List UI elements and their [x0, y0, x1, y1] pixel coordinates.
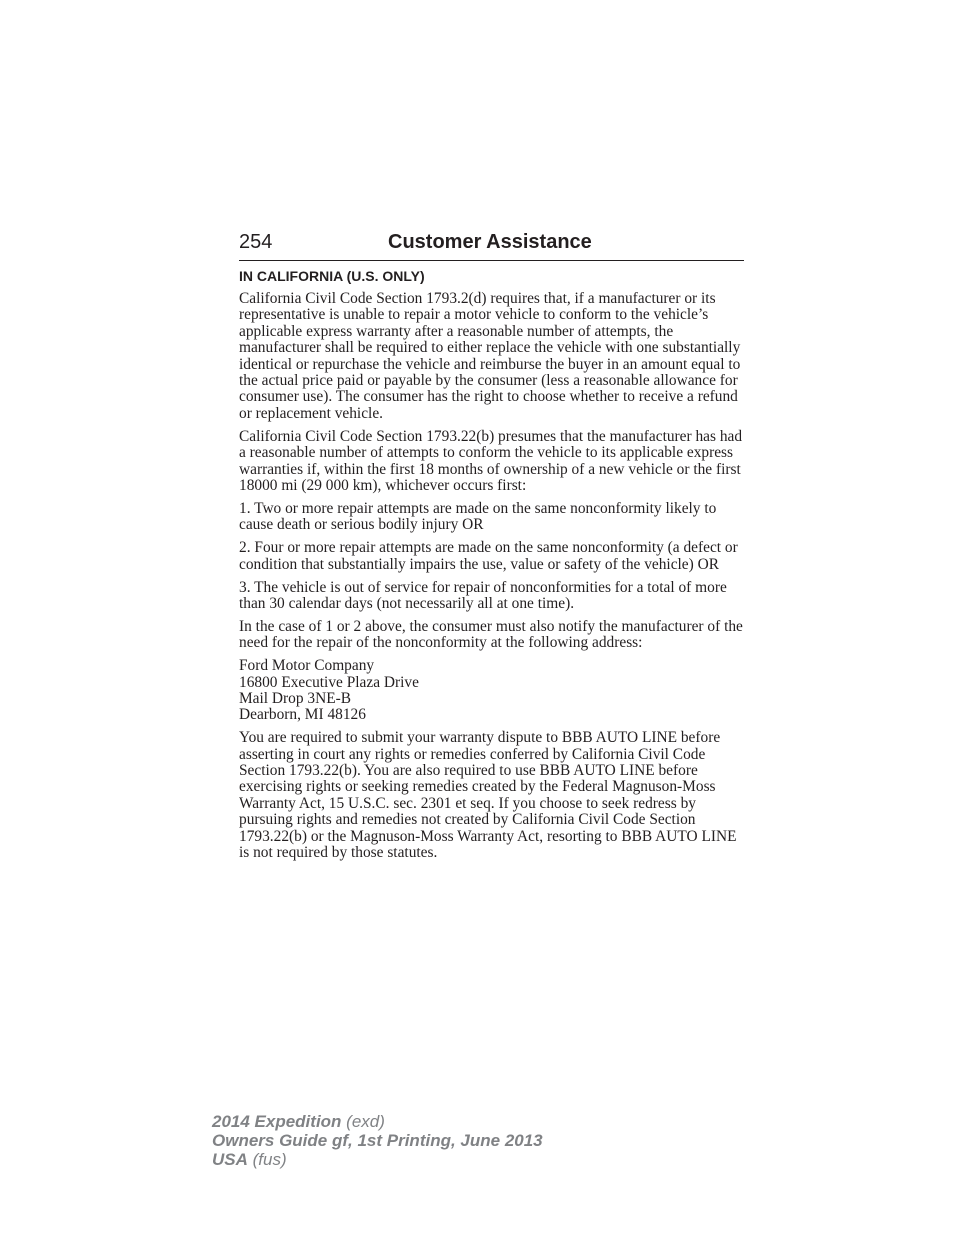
- page-number: 254: [239, 231, 273, 253]
- list-item-condition-1: 1. Two or more repair attempts are made on the same nonconformity likely to cause death or serious bodily injury OR: [239, 499, 717, 534]
- section-heading: IN CALIFORNIA (U.S. ONLY): [239, 268, 425, 284]
- footer-guide: Owners Guide gf, 1st Printing, June 2013: [212, 1131, 543, 1150]
- address-street: 16800 Executive Plaza Drive: [239, 673, 419, 691]
- footer-market-code: (fus): [247, 1150, 287, 1169]
- mailing-address: [239, 658, 749, 724]
- page-footer: [212, 1112, 543, 1169]
- address-mail-drop: Mail Drop 3NE-B: [239, 689, 351, 707]
- footer-model-line: [212, 1112, 543, 1131]
- list-item-condition-2: 2. Four or more repair attempts are made on the same nonconformity (a defect or condition that substantially impairs the use, value or safety of the vehicle) OR: [239, 539, 738, 573]
- address-city: Dearborn, MI 48126: [239, 706, 366, 724]
- chapter-title: Customer Assistance: [388, 231, 592, 253]
- paragraph-notify-manufacturer: In the case of 1 or 2 above, the consumer must also notify the manufacturer of the need for the repair of the nonconformity at the following address:: [239, 617, 743, 652]
- footer-market-line: [212, 1150, 543, 1169]
- footer-model: 2014 Expedition: [212, 1112, 342, 1131]
- page-content: [239, 268, 749, 868]
- paragraph-bbb-auto-line: You are required to submit your warranty dispute to BBB AUTO LINE before asserting in court any rights or remedies conferred by California Civil Code Section 1793.22(b). You are also required to use BBB AUTO LINE before exercising rights or seeking remedies created by the Federal Magnuson-Moss Warranty Act, 15 U.S.C. sec. 2301 et seq. If you choose to seek redress by pursuing rights and remedies not created by California Civil Code Section 1793.22(b) or the Magnuson-Moss Warranty Act, resorting to BBB AUTO LINE is not required by those statutes.: [239, 729, 737, 862]
- page-header: [239, 229, 744, 261]
- list-item-condition-3: 3. The vehicle is out of service for repair of nonconformities for a total of more than 30 calendar days (not necessarily all at one time).: [239, 578, 727, 612]
- footer-market: USA: [212, 1150, 248, 1169]
- paragraph-presumption: California Civil Code Section 1793.22(b) presumes that the manufacturer has had a reasonable number of attempts to conform the vehicle to its applicable express warranties if, within the first 18 months of ownership of a new vehicle or the first 18000 mi (29 000 km), whichever occurs first:: [239, 427, 743, 494]
- address-company: Ford Motor Company: [239, 657, 375, 675]
- footer-model-code: (exd): [341, 1112, 385, 1131]
- footer-guide-line: [212, 1131, 543, 1150]
- paragraph-repurchase-requirement: California Civil Code Section 1793.2(d) requires that, if a manufacturer or its representative is unable to repair a motor vehicle to conform to the vehicle’s applicable express warranty after a reasonable number of attempts, the manufacturer shall be required to either replace the vehicle with one substantially identical or repurchase the vehicle and reimburse the buyer in an amount equal to the actual price paid or payable by the consumer (less a reasonable allowance for consumer use). The consumer has the right to choose whether to receive a refund or replacement vehicle.: [239, 290, 741, 422]
